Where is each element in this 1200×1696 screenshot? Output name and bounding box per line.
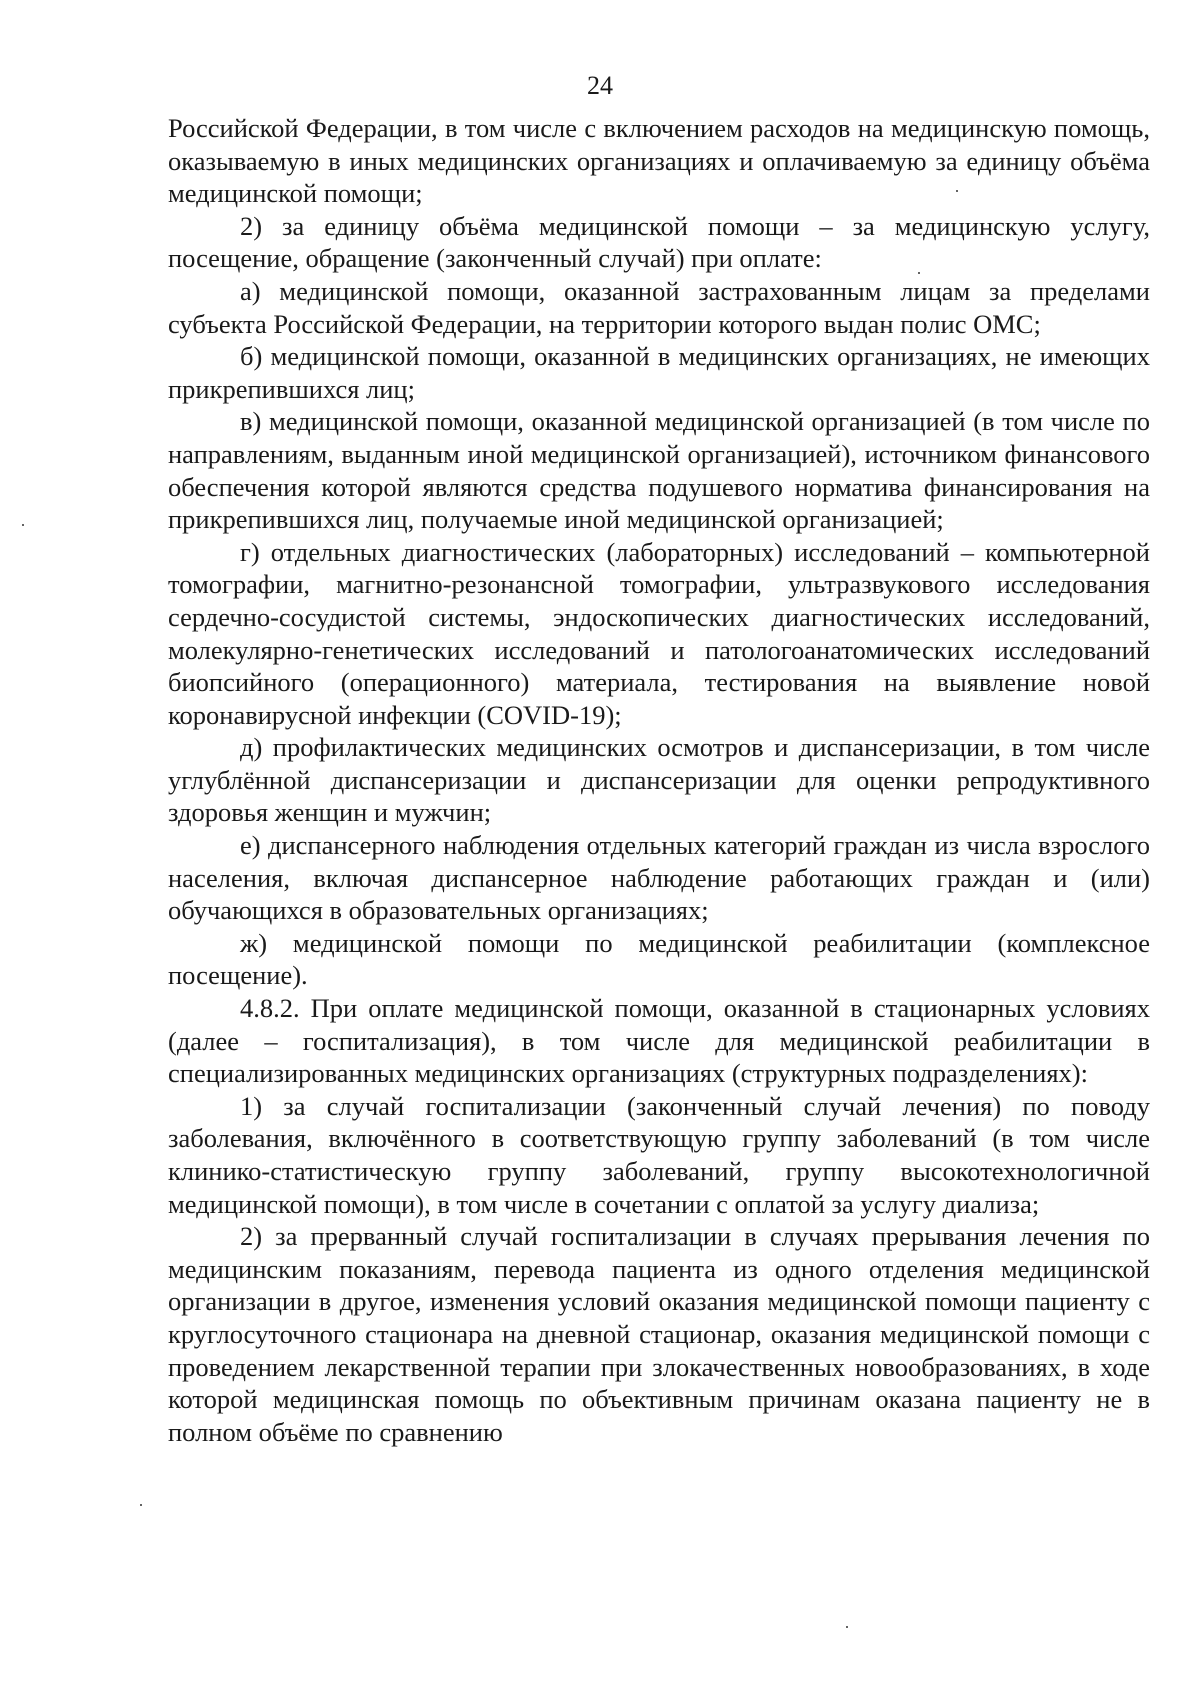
paragraph-hospital-item-2: 2) за прерванный случай госпитализации в случаях прерывания лечения по медицинским показаниям, перевода пациента из одного отделения медицинской организации в другое, изменения условий оказания медицинской помощи пациенту с круглосуточного стационара на дневной стационар, оказания медицинской помощи с проведением лекарственной терапии при злокачественных новообразованиях, в ходе которой медицинская помощь по объективным причинам оказана пациенту не в полном объёме по сравнению — [168, 1221, 1150, 1447]
paragraph-section-4-8-2: 4.8.2. При оплате медицинской помощи, оказанной в стационарных условиях (далее – госпитализация), в том числе для медицинской реабилитации в специализированных медицинских организациях (структурных подразделениях): — [168, 993, 1150, 1089]
paragraph-subitem-b: б) медицинской помощи, оказанной в медицинских организациях, не имеющих прикрепившихся лиц; — [168, 341, 1150, 404]
paragraph-subitem-a: а) медицинской помощи, оказанной застрахованным лицам за пределами субъекта Российской Федерации, на территории которого выдан полис ОМС; — [168, 275, 1150, 339]
scan-speck — [140, 1504, 142, 1506]
paragraph-item-2: 2) за единицу объёма медицинской помощи – за медицинскую услугу, посещение, обращение (законченный случай) при оплате: — [168, 210, 1150, 274]
paragraph-continuation: Российской Федерации, в том числе с включением расходов на медицинскую помощь, оказываемую в иных медицинских организациях и оплачиваемую за единицу объёма медицинской помощи; — [168, 113, 1150, 209]
paragraph-subitem-zh: ж) медицинской помощи по медицинской реабилитации (комплексное посещение). — [168, 927, 1150, 991]
document-body — [168, 112, 1150, 1448]
paragraph-subitem-d: д) профилактических медицинских осмотров и диспансеризации, в том числе углублённой диспансеризации и диспансеризации для оценки репродуктивного здоровья женщин и мужчин; — [168, 732, 1150, 828]
scan-speck — [956, 190, 958, 192]
page-number: 24 — [587, 71, 613, 100]
scan-speck — [918, 272, 920, 274]
paragraph-subitem-g: г) отдельных диагностических (лабораторных) исследований – компьютерной томографии, магнитно-резонансной томографии, ультразвукового исследования сердечно-сосудистой системы, эндоскопических диагностических исследований, молекулярно-генетических исследований и патологоанатомических исследований биопсийного (операционного) материала, тестирования на выявление новой коронавирусной инфекции (COVID-19); — [168, 536, 1150, 730]
paragraph-hospital-item-1: 1) за случай госпитализации (законченный случай лечения) по поводу заболевания, включённого в соответствующую группу заболеваний (в том числе клинико-статистическую группу заболеваний, группу высокотехнологичной медицинской помощи), в том числе в сочетании с оплатой за услугу диализа; — [168, 1090, 1150, 1219]
scan-speck — [22, 524, 24, 526]
scan-speck — [846, 1626, 848, 1628]
paragraph-subitem-v: в) медицинской помощи, оказанной медицинской организацией (в том числе по направлениям, выданным иной медицинской организацией), источником финансового обеспечения которой являются средства подушевого норматива финансирования на прикрепившихся лиц, получаемые иной медицинской организацией; — [168, 406, 1150, 535]
paragraph-subitem-e: е) диспансерного наблюдения отдельных категорий граждан из числа взрослого населения, включая диспансерное наблюдение работающих граждан и (или) обучающихся в образовательных организациях; — [168, 830, 1150, 926]
